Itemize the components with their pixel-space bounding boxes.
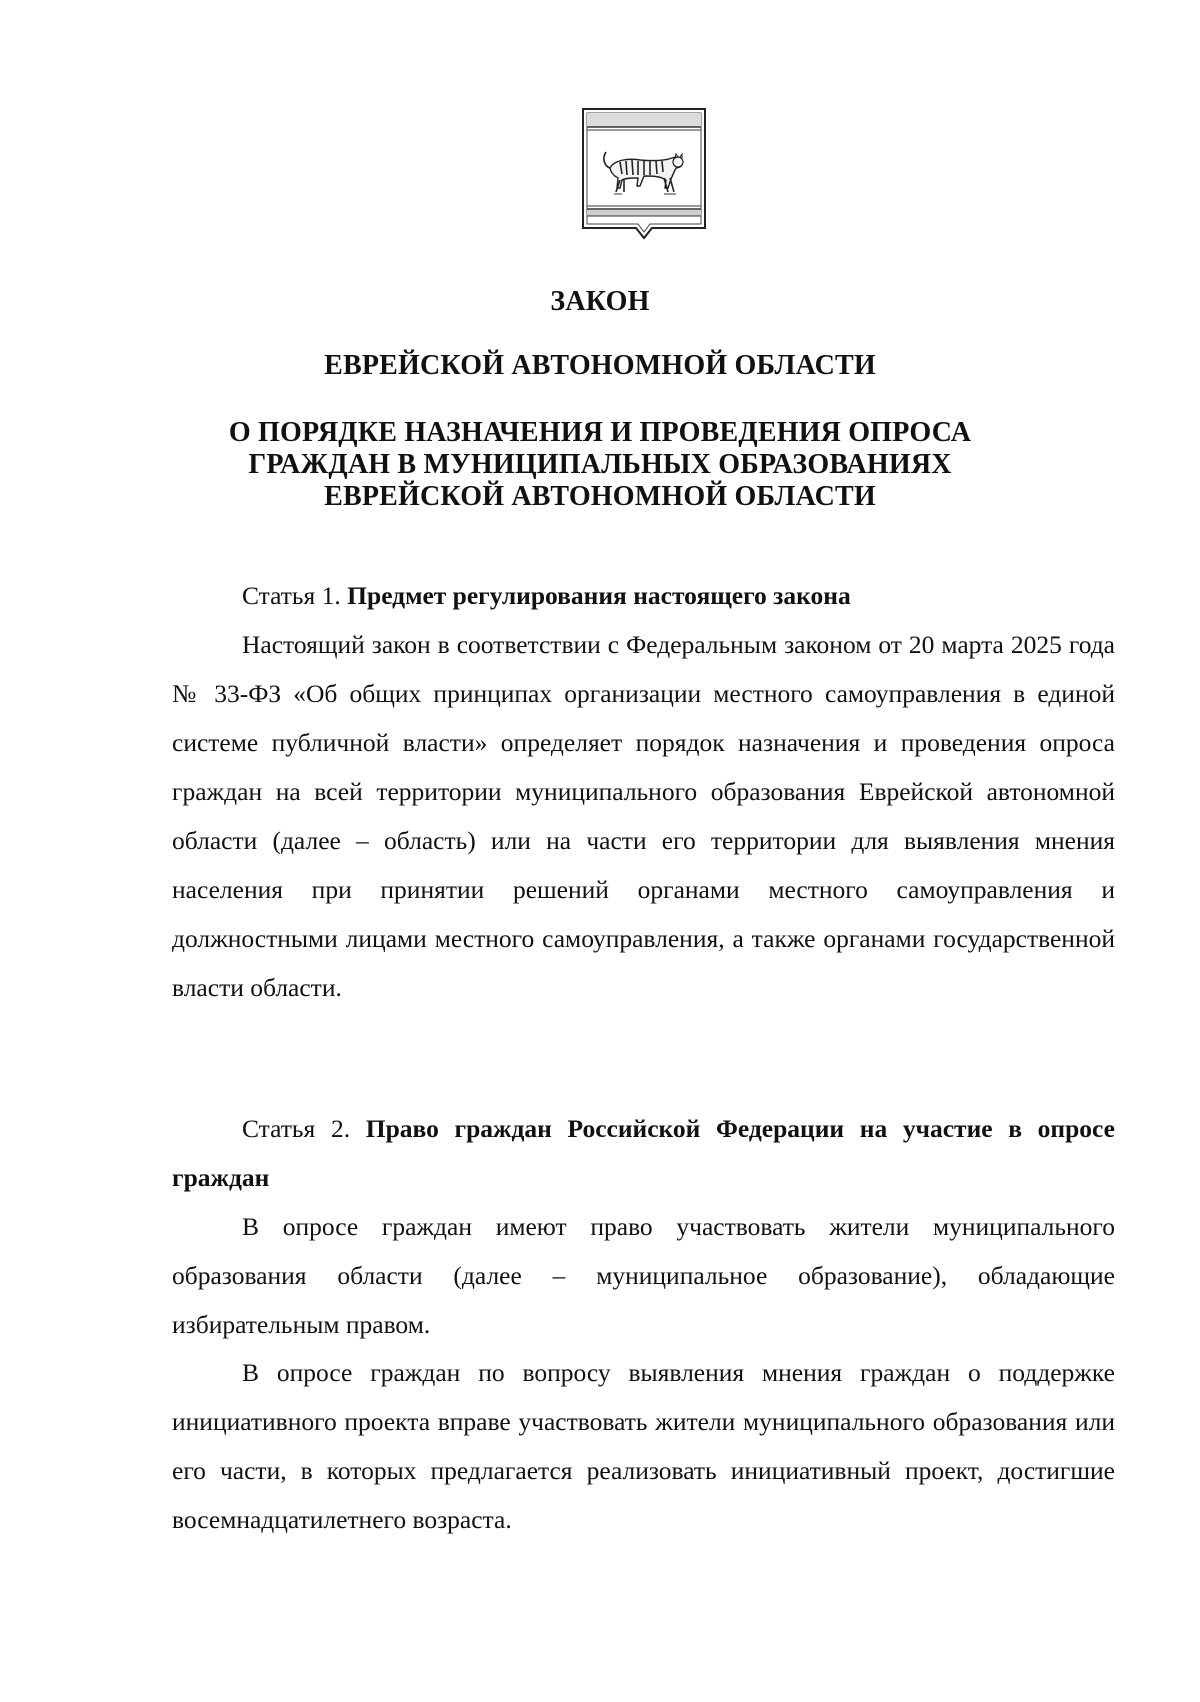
coat-of-arms-emblem	[580, 106, 708, 254]
document-region: ЕВРЕЙСКОЙ АВТОНОМНОЙ ОБЛАСТИ	[324, 350, 876, 381]
subject-line-2: ГРАЖДАН В МУНИЦИПАЛЬНЫХ ОБРАЗОВАНИЯХ	[248, 449, 952, 480]
article-2-prefix: Статья 2.	[242, 1114, 351, 1143]
subject-line-1: О ПОРЯДКЕ НАЗНАЧЕНИЯ И ПРОВЕДЕНИЯ ОПРОСА	[228, 417, 972, 448]
article-2-heading	[172, 1104, 1115, 1202]
article-2-title: Право граждан Российской Федерации на участие в опросе граждан	[172, 1114, 1115, 1192]
article-1-title: Предмет регулирования настоящего закона	[347, 581, 851, 610]
article-1-prefix: Статья 1.	[242, 581, 341, 610]
article-1-heading	[172, 571, 1115, 620]
subject-line-3: ЕВРЕЙСКОЙ АВТОНОМНОЙ ОБЛАСТИ	[324, 481, 876, 512]
article-1-paragraph-1: Настоящий закон в соответствии с Федеральным законом от 20 марта 2025 года № 33-ФЗ «Об общих принципах организации местного самоуправления в единой системе публичной власти» определяет порядок назначения и проведения опроса граждан на всей территории муниципального образования Еврейской автономной области (далее – область) или на части его территории для выявления мнения населения при принятии решений органами местного самоуправления и должностными лицами местного самоуправления, а также органами государственной власти области.	[172, 630, 1115, 1002]
document-title: ЗАКОН	[550, 286, 650, 317]
tiger-shield-icon	[580, 106, 708, 254]
document-subject	[0, 417, 1200, 513]
article-2-paragraph-2: В опросе граждан по вопросу выявления мнения граждан о поддержке инициативного проекта вправе участвовать жители муниципального образования или его части, в которых предлагается реализовать инициативный проект, достигшие восемнадцатилетнего возраста.	[172, 1358, 1115, 1534]
article-2-paragraph-1: В опросе граждан имеют право участвовать жители муниципального образования области (далее – муниципальное образование), обладающие избирательным правом.	[172, 1212, 1115, 1339]
